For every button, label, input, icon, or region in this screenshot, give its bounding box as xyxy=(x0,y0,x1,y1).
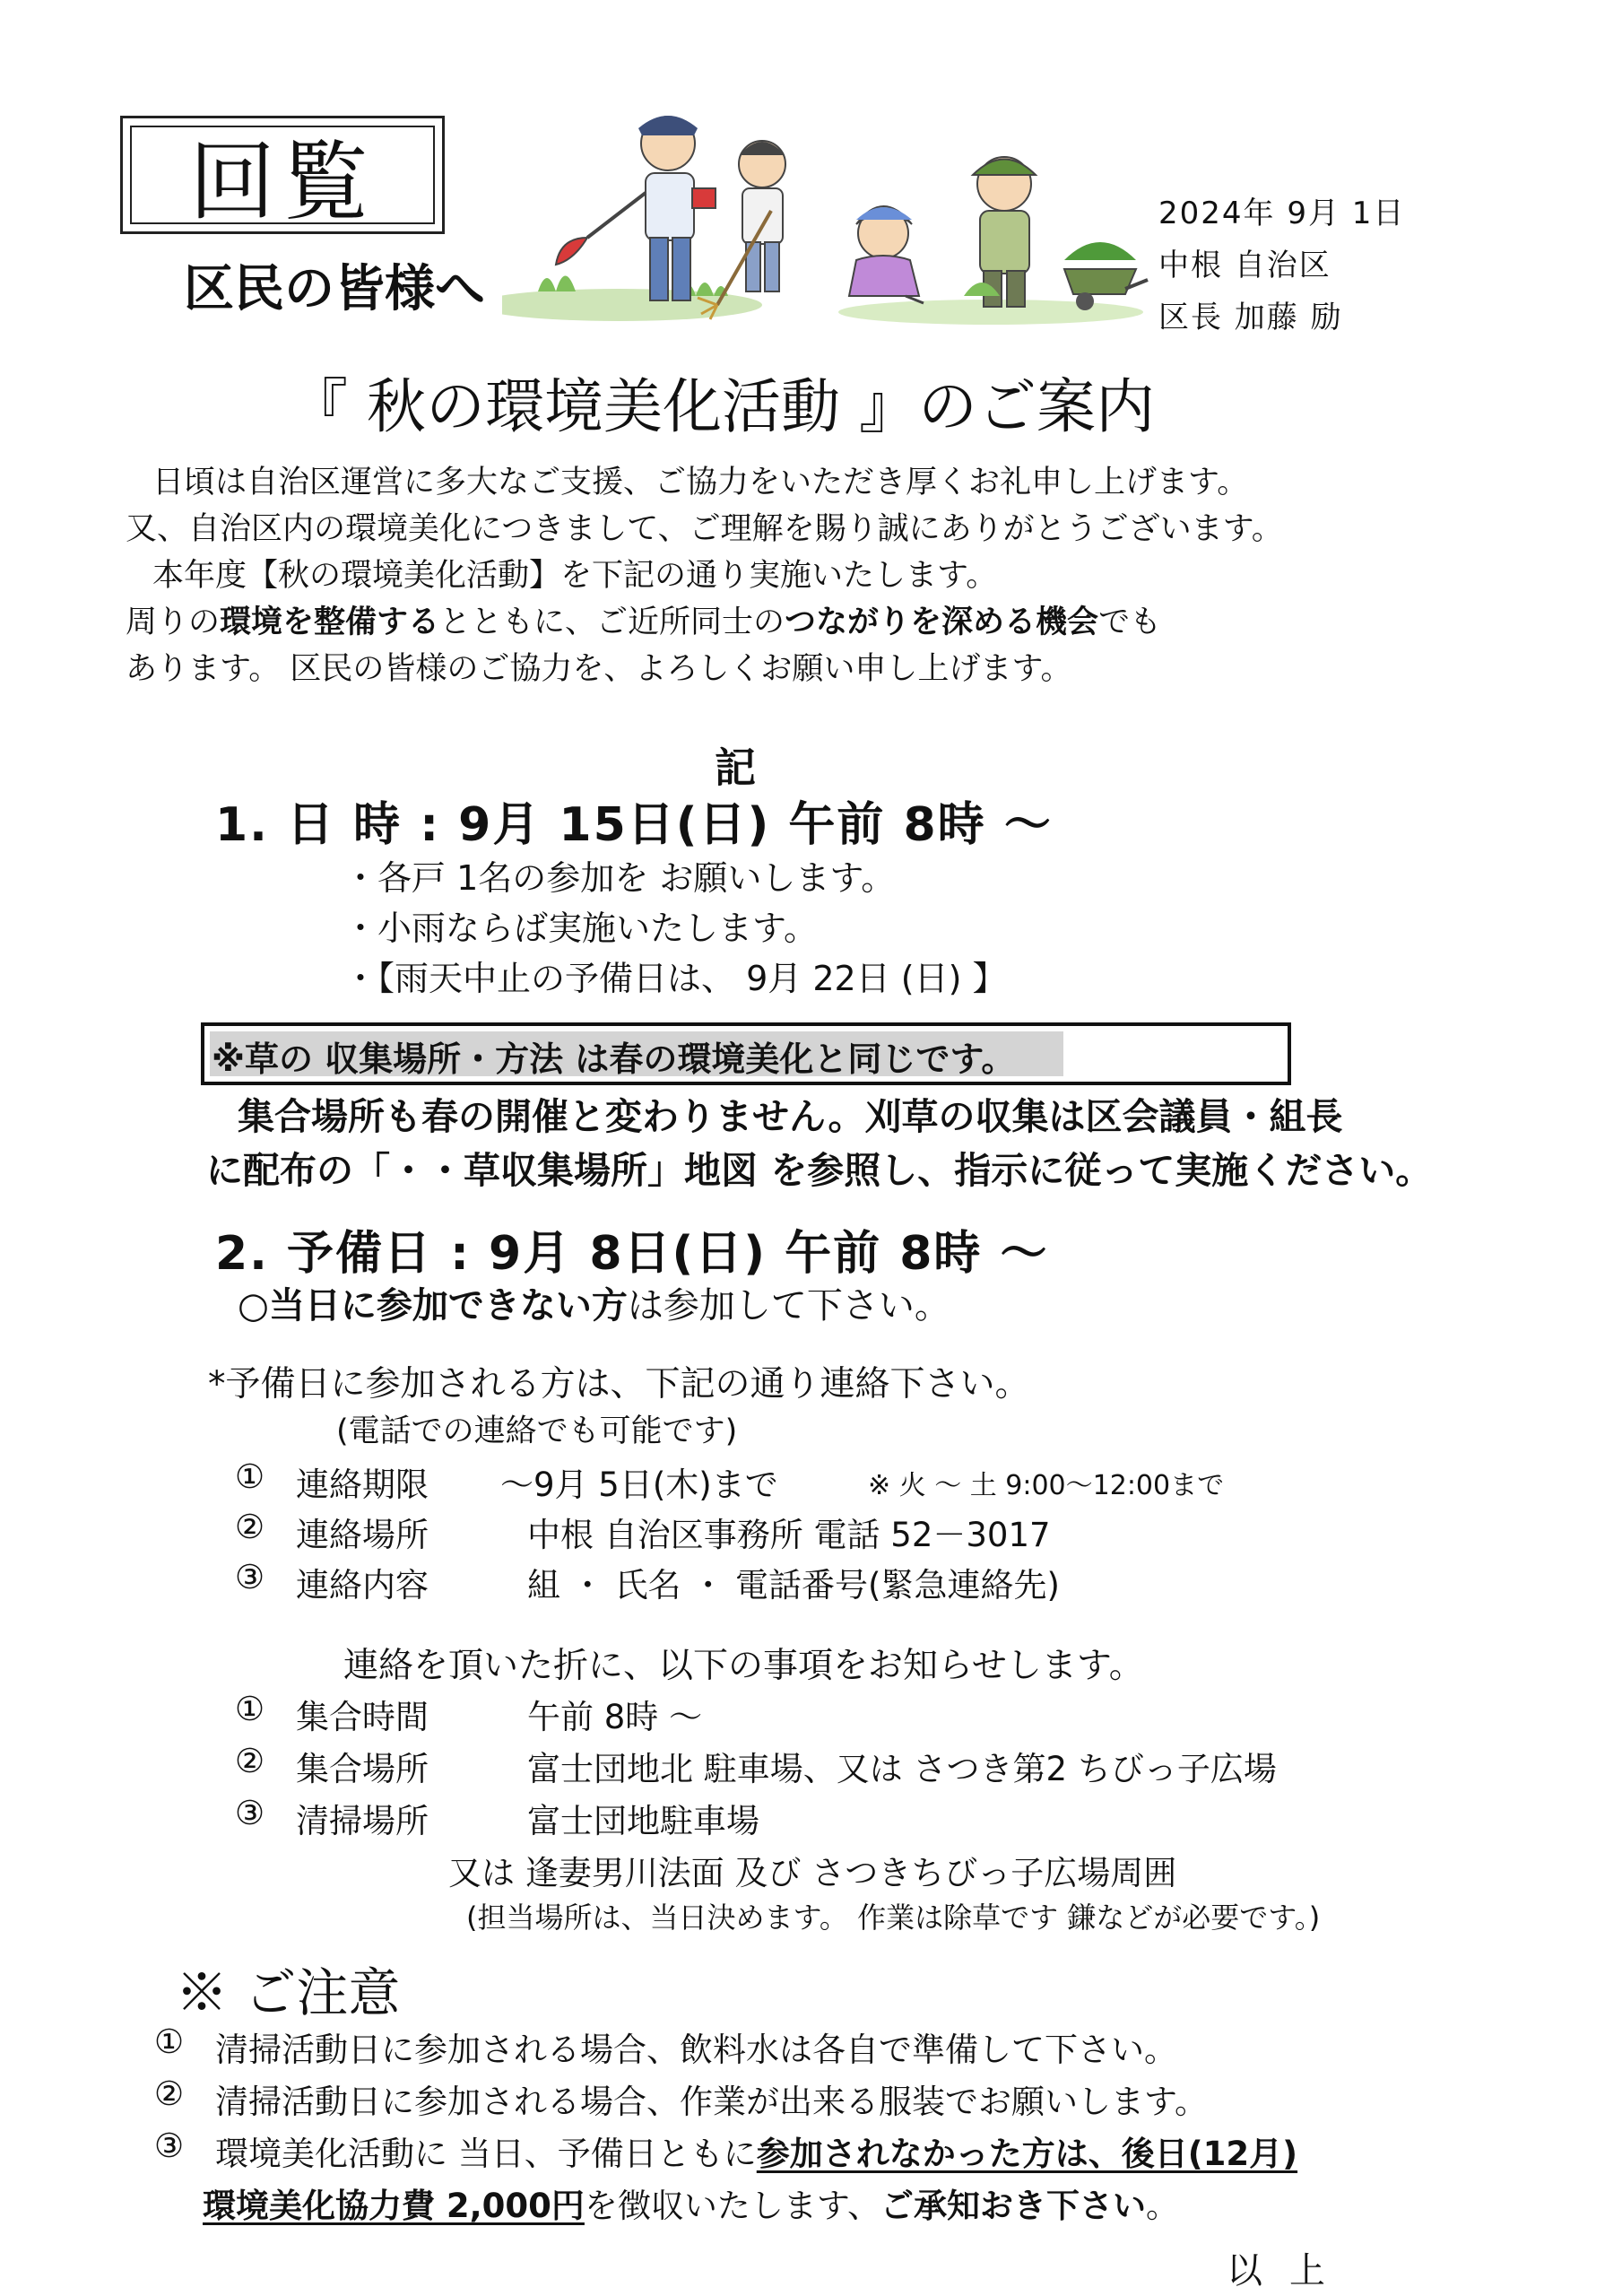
caution-item-3-a: 環境美化活動に 当日、予備日ともに xyxy=(215,2135,757,2173)
item-1-bullet: ・【雨天中止の予備日は、 9月 22日 (日) 】 xyxy=(343,959,1007,998)
cooperation-fee-emphasis: 環境美化協力費 2,000円 xyxy=(203,2187,585,2225)
meeting-time: 午前 8時 ～ xyxy=(527,1698,703,1736)
issuer-org: 中根 自治区 xyxy=(1158,248,1331,283)
contact-label: 連絡期限 xyxy=(296,1465,429,1504)
caution-num: ① xyxy=(154,2022,185,2061)
kairan-stamp-box xyxy=(120,116,445,234)
notify-num: ③ xyxy=(235,1794,265,1832)
notify-label: 清掃場所 xyxy=(296,1802,429,1840)
contact-label: 連絡場所 xyxy=(296,1516,429,1554)
contact-num: ② xyxy=(235,1508,265,1546)
intro-line-2: 又、自治区内の環境美化につきまして、ご理解を賜り誠にありがとうございます。 xyxy=(126,511,1283,547)
caution-item: 清掃活動日に参加される場合、作業が出来る服装でお願いします。 xyxy=(215,2083,1209,2121)
intro-emphasis-environment: 環境を整備する xyxy=(220,604,440,640)
item-1-bullet: ・各戸 1名の参加を お願いします。 xyxy=(343,858,896,898)
collection-line-2: に配布の「・・草収集場所」地図 を参照し、指示に従って実施ください。 xyxy=(206,1149,1433,1192)
item-2-heading: 2. 予備日 : 9月 8日(日) 午前 8時 ～ xyxy=(215,1227,1049,1281)
meeting-place: 富士団地北 駐車場、又は さつき第2 ちびっ子広場 xyxy=(527,1750,1277,1788)
contact-place: 中根 自治区事務所 電話 52－3017 xyxy=(527,1516,1051,1554)
garden-workers-illustration xyxy=(829,135,1152,327)
caution-num: ③ xyxy=(154,2126,185,2165)
caution-item-3-line-1 xyxy=(215,2126,1297,2175)
closing-mark: 以上 xyxy=(1227,2250,1352,2292)
caution-item-3-f: 。 xyxy=(1145,2187,1179,2225)
caution-item-3-line-2 xyxy=(203,2179,1179,2227)
to-residents-heading: 区民の皆様へ xyxy=(184,259,485,318)
volunteers-illustration xyxy=(502,103,825,323)
notify-intro: 連絡を頂いた折に、以下の事項をお知らせします。 xyxy=(343,1646,1144,1686)
collection-line-1: 集合場所も春の開催と変わりません。刈草の収集は区会議員・組長 xyxy=(238,1095,1343,1138)
contact-num: ③ xyxy=(235,1558,265,1596)
item-1-bullet: ・小雨ならば実施いたします。 xyxy=(343,909,818,948)
page-title: 『 秋の環境美化活動 』のご案内 xyxy=(289,372,1155,441)
intro-line-4-e: でも xyxy=(1098,604,1162,640)
item-2-sub-rest: は参加して下さい。 xyxy=(627,1285,950,1326)
contact-label: 連絡内容 xyxy=(296,1566,429,1605)
intro-line-3: 本年度【秋の環境美化活動】を下記の通り実施いたします。 xyxy=(152,558,998,594)
non-participant-emphasis: 参加されなかった方は、後日(12月) xyxy=(756,2135,1298,2173)
caution-num: ② xyxy=(154,2074,185,2113)
cleaning-place-extra: 又は 逢妻男川法面 及び さつきちびっ子広場周囲 xyxy=(448,1854,1177,1892)
item-2-subline xyxy=(238,1277,950,1328)
acknowledge-emphasis: ご承知おき下さい xyxy=(880,2187,1146,2225)
contact-instruction: *予備日に参加される方は、下記の通り連絡下さい。 xyxy=(208,1364,1030,1405)
item-1-heading: 1. 日 時 : 9月 15日(日) 午前 8時 ～ xyxy=(215,798,1053,852)
intro-line-4-c: とともに、ご近所同士の xyxy=(439,604,785,640)
notify-num: ① xyxy=(235,1690,265,1728)
contact-content: 組 ・ 氏名 ・ 電話番号(緊急連絡先) xyxy=(527,1566,1060,1605)
note-text: ※草の 収集場所・方法 は春の環境美化と同じです。 xyxy=(212,1039,1016,1079)
cleaning-note: (担当場所は、当日決めます。 作業は除草です 鎌などが必要です。) xyxy=(466,1900,1321,1935)
kairan-label: 回覧 xyxy=(130,126,435,224)
office-hours-note: ※ 火 ～ 土 9:00～12:00まで xyxy=(868,1470,1225,1501)
ki-marker: 記 xyxy=(715,744,756,792)
issuer-chief: 区長 加藤 励 xyxy=(1158,300,1343,335)
cleaning-place: 富士団地駐車場 xyxy=(527,1802,759,1840)
absent-persons-emphasis: 当日に参加できない方 xyxy=(268,1285,628,1326)
intro-emphasis-connection: つながりを深める機会 xyxy=(785,604,1099,640)
intro-line-4-a: 周りの xyxy=(126,604,221,640)
circle-mark: ○ xyxy=(238,1285,269,1326)
intro-line-4 xyxy=(126,597,1161,642)
grass-collection-note-box xyxy=(201,1022,1291,1085)
caution-item: 清掃活動日に参加される場合、飲料水は各自で準備して下さい。 xyxy=(215,2031,1177,2069)
notify-label: 集合時間 xyxy=(296,1698,429,1736)
caution-item-3-d: を徴収いたします、 xyxy=(584,2187,880,2225)
phone-ok-note: (電話での連絡でも可能です) xyxy=(336,1413,738,1449)
intro-line-1: 日頃は自治区運営に多大なご支援、ご協力をいただき厚くお礼申し上げます。 xyxy=(152,465,1249,500)
issue-date: 2024年 9月 1日 xyxy=(1158,196,1406,231)
caution-heading: ※ ご注意 xyxy=(176,1962,401,2023)
notify-label: 集合場所 xyxy=(296,1750,429,1788)
intro-line-5: あります。 区民の皆様のご協力を、よろしくお願い申し上げます。 xyxy=(126,651,1072,687)
notify-num: ② xyxy=(235,1742,265,1780)
contact-deadline: ～9月 5日(木)まで xyxy=(500,1465,778,1504)
contact-num: ① xyxy=(235,1457,265,1496)
